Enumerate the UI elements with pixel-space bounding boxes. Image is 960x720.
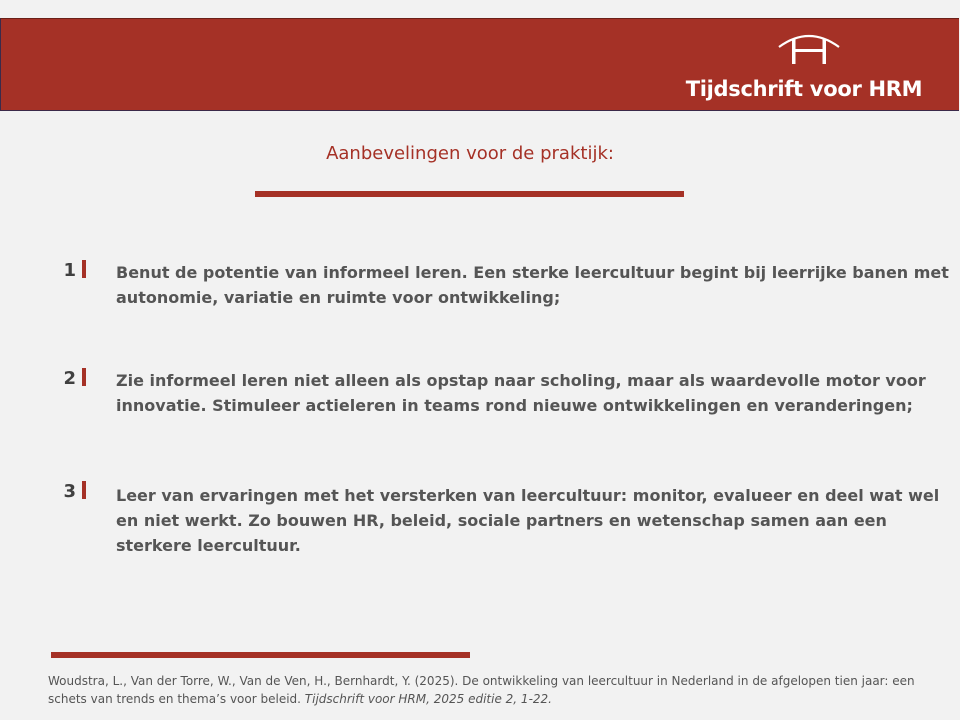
page-title: Aanbevelingen voor de praktijk: (326, 143, 614, 164)
recommendation-number: 3 (63, 481, 76, 502)
recommendation-number: 2 (63, 368, 76, 389)
arch-bridge-icon (777, 27, 841, 65)
recommendation-marker (82, 481, 86, 499)
citation-source: Tijdschrift voor HRM, 2025 editie 2, 1-22. (304, 692, 552, 706)
recommendation-text: Leer van ervaringen met het versterken van leercultuur: monitor, evalueer en deel wat wel en niet werkt. Zo bouwen HR, beleid, sociale partners en wetenschap samen aan een sterkere leercultuur. (116, 486, 940, 555)
recommendation-text: Benut de potentie van informeel leren. Een sterke leercultuur begint bij leerrijke banen met autonomie, variatie en ruimte voor ontwikkeling; (116, 263, 949, 307)
citation-text: Woudstra, L., Van der Torre, W., Van de Ven, H., Bernhardt, Y. (2025). De ontwikkeling van leercultuur in Nederland in de afgelopen tien jaar: een schets van trends en thema’s voor beleid. (48, 674, 915, 706)
recommendation-text: Zie informeel leren niet alleen als opstap naar scholing, maar als waardevolle motor voor innovatie. Stimuleer actieleren in teams rond nieuwe ontwikkelingen en veranderingen; (116, 371, 926, 415)
journal-name: Tijdschrift voor HRM (685, 77, 923, 101)
header-banner (0, 18, 959, 111)
journal-logo (679, 23, 929, 107)
recommendation-marker (82, 368, 86, 386)
footer-divider (51, 652, 470, 658)
recommendation-number: 1 (63, 260, 76, 281)
recommendation-marker (82, 260, 86, 278)
heading-divider (255, 191, 684, 197)
citation (48, 672, 928, 708)
